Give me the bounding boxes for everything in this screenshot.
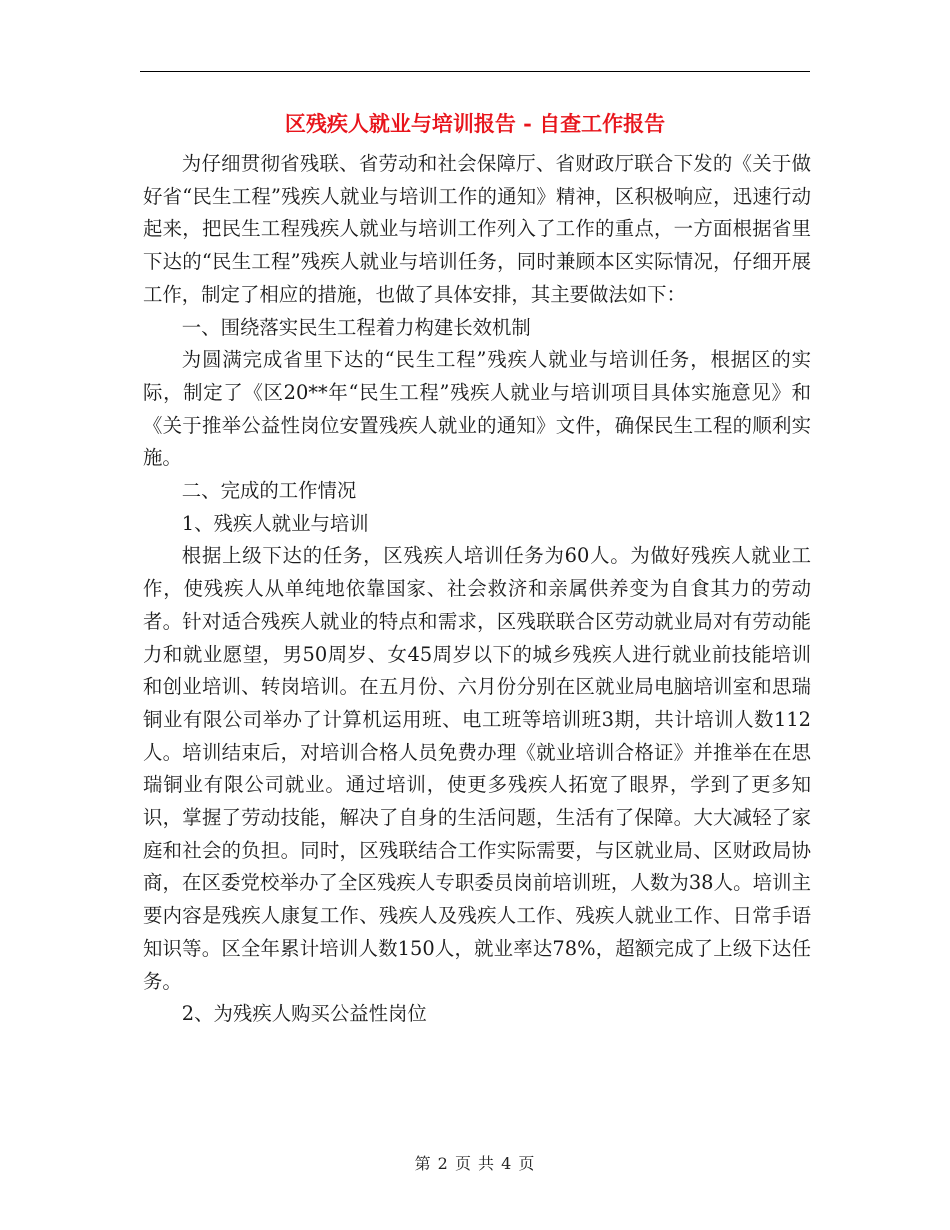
document-title: 区残疾人就业与培训报告 - 自查工作报告 (284, 111, 666, 136)
subsection-heading-2: 2、为残疾人购买公益性岗位 (181, 1002, 427, 1026)
section-heading-2: 二、完成的工作情况 (181, 479, 357, 503)
paragraph-training: 根据上级下达的任务，区残疾人培训任务为60人。为做好残疾人就业工作，使残疾人从单纯地依靠国家、社会救济和亲属供养变为自食其力的劳动者。针对适合残疾人就业的特点和需求，区残联联合区劳动就业局对有劳动能力和就业愿望，男50周岁、女45周岁以下的城乡残疾人进行就业前技能培训和创业培训、转岗培训。在五月份、六月份分别在区就业局电脑培训室和思瑞铜业有限公司举办了计算机运用班、电工班等培训班3期，共计培训人数112人。培训结束后，对培训合格人员免费办理《就业培训合格证》并推举在在思瑞铜业有限公司就业。通过培训，使更多残疾人拓宽了眼界，学到了更多知识，掌握了劳动技能，解决了自身的生活问题，生活有了保障。大大减轻了家庭和社会的负担。同时，区残联结合工作实际需要，与区就业局、区财政局协商，在区委党校举办了全区残疾人专职委员岗前培训班，人数为38人。培训主要内容是残疾人康复工作、残疾人及残疾人工作、残疾人就业工作、日常手语知识等。区全年累计培训人数150人，就业率达78%，超额完成了上级下达任务。 (143, 544, 811, 993)
document-body (143, 148, 811, 1031)
section-heading-1: 一、围绕落实民生工程着力构建长效机制 (181, 315, 531, 339)
paragraph-mechanism: 为圆满完成省里下达的“民生工程”残疾人就业与培训任务，根据区的实际，制定了《区20**年“民生工程”残疾人就业与培训项目具体实施意见》和《关于推举公益性岗位安置残疾人就业的通知》文件，确保民生工程的顺利实施。 (143, 348, 811, 470)
paragraph-intro: 为仔细贯彻省残联、省劳动和社会保障厅、省财政厅联合下发的《关于做好省“民生工程”残疾人就业与培训工作的通知》精神，区积极响应，迅速行动起来，把民生工程残疾人就业与培训工作列入了工作的重点，一方面根据省里下达的“民生工程”残疾人就业与培训任务，同时兼顾本区实际情况，仔细开展工作，制定了相应的措施，也做了具体安排，其主要做法如下： (143, 152, 811, 306)
header-rule (140, 71, 810, 72)
page-footer: 第 2 页 共 4 页 (414, 1154, 536, 1173)
subsection-heading-1: 1、残疾人就业与培训 (181, 511, 369, 535)
